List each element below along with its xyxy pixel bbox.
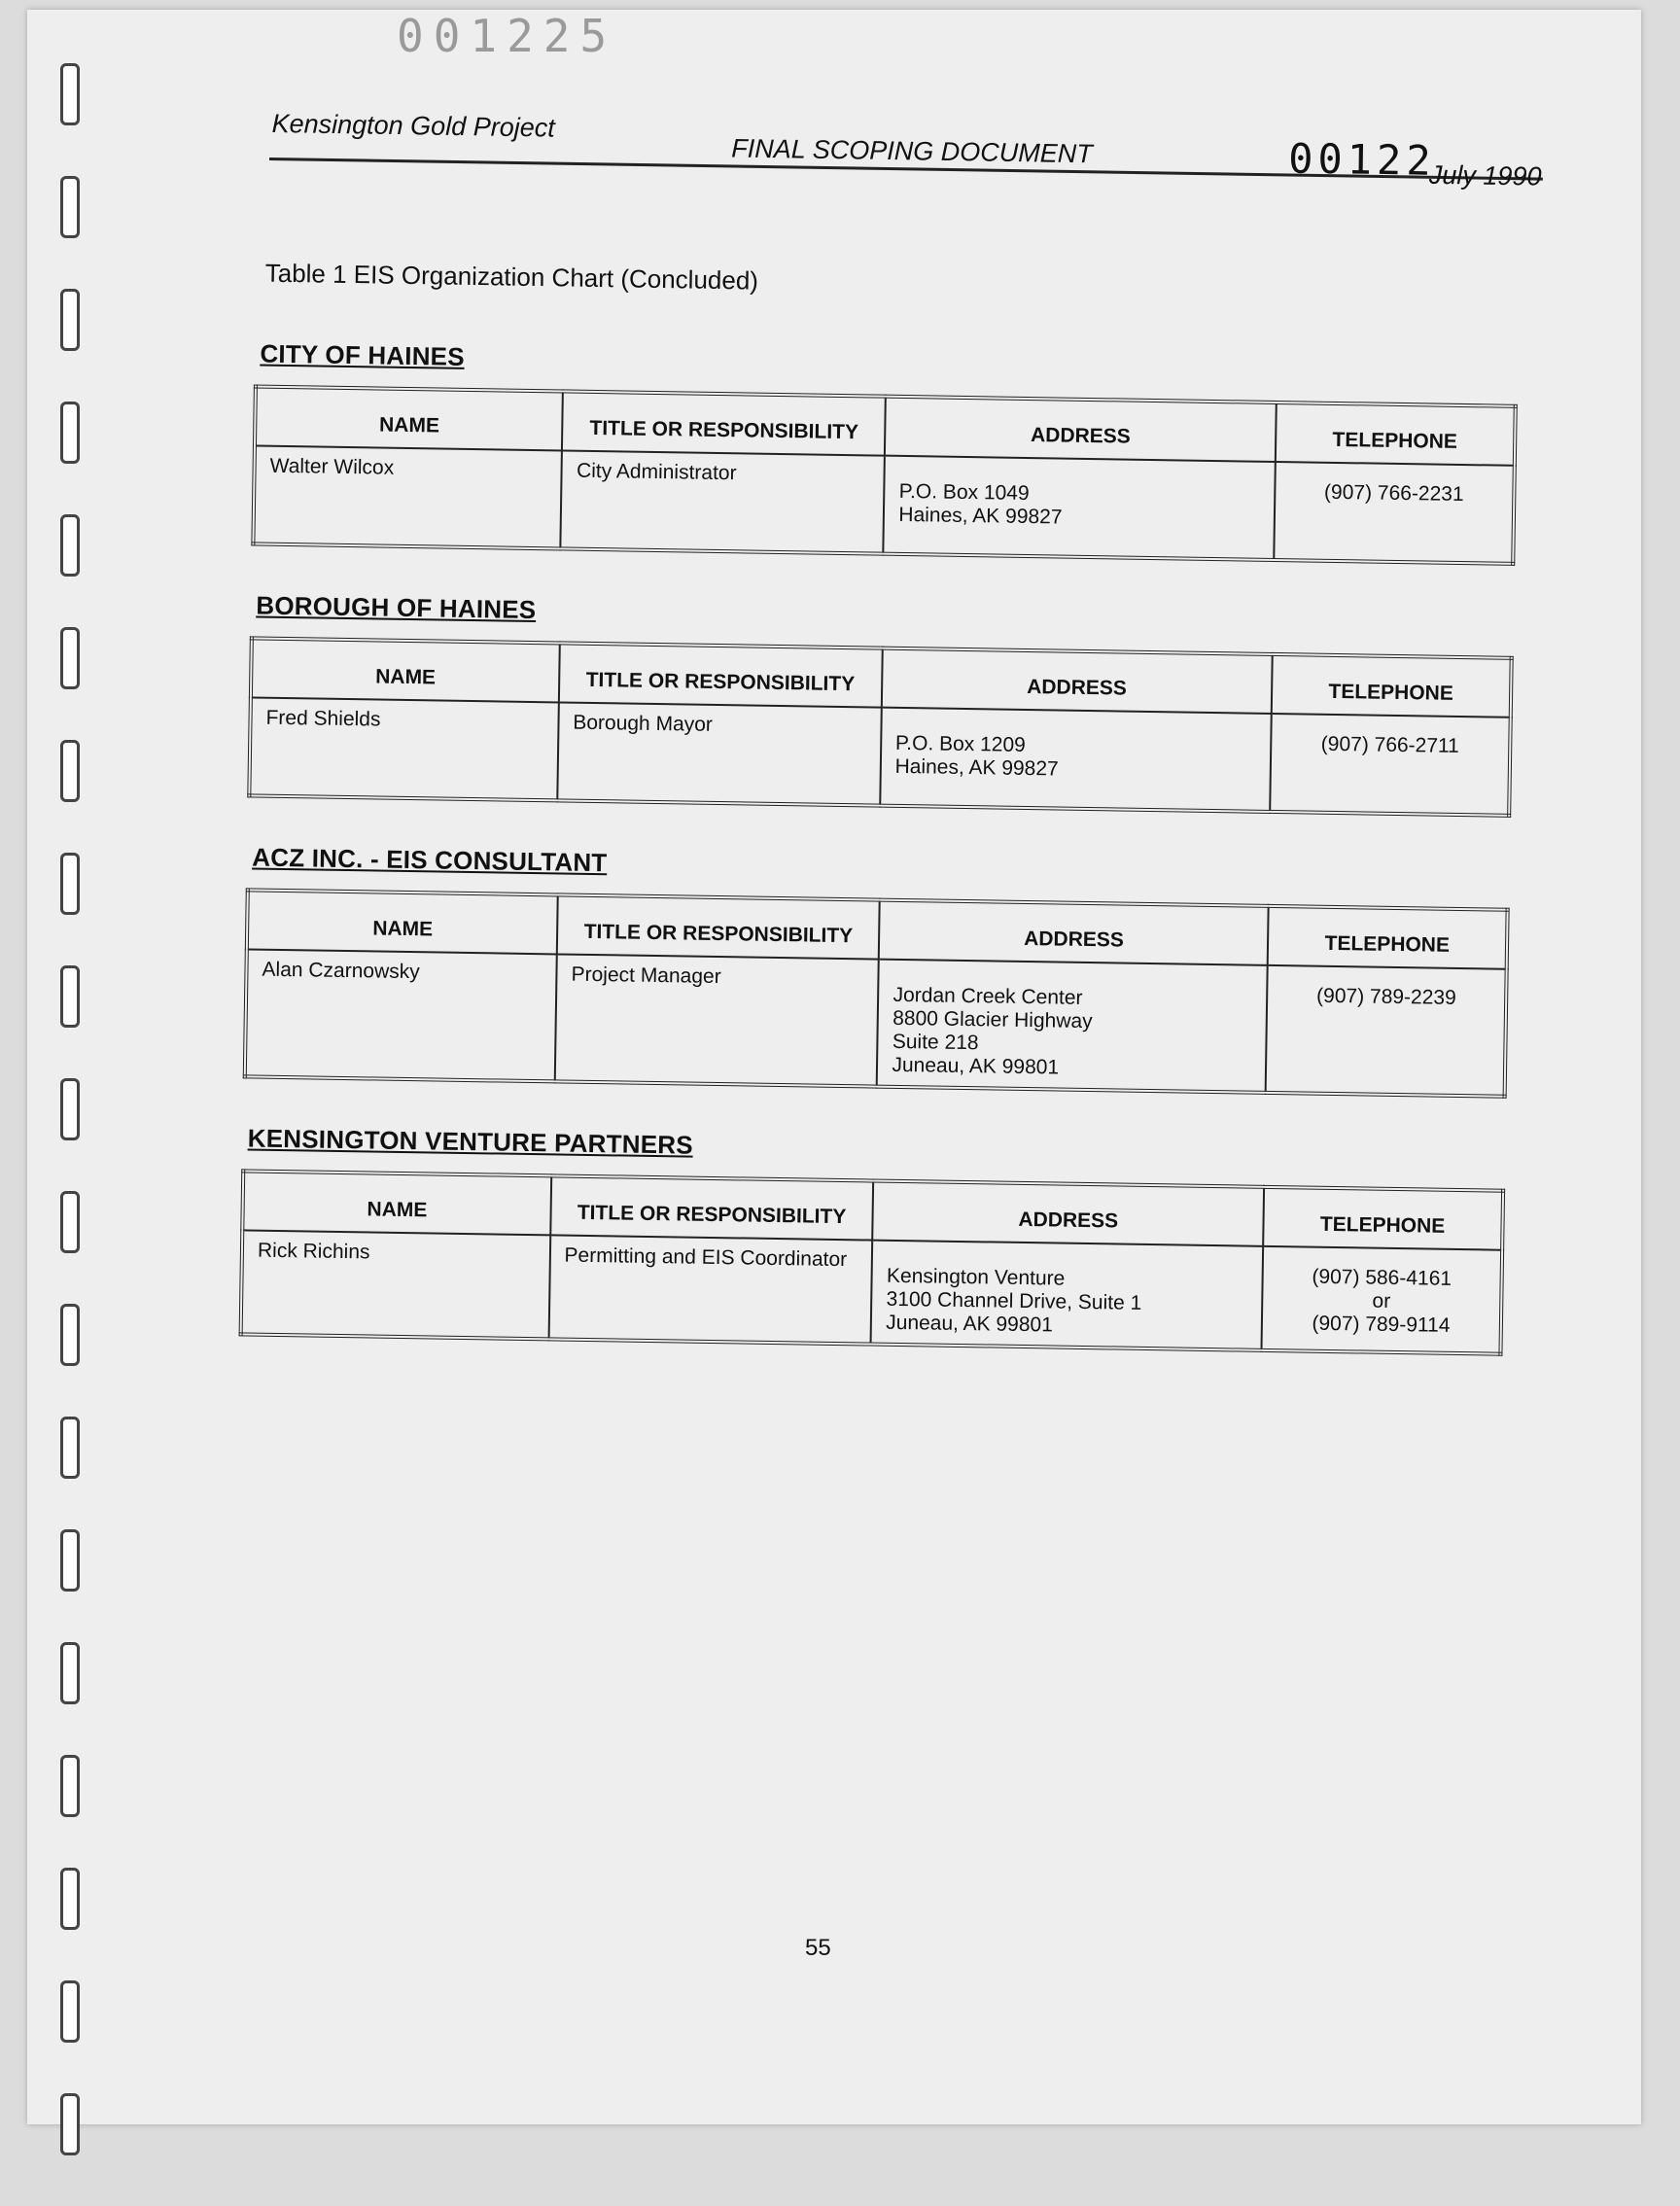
binder-hole-icon xyxy=(60,853,80,915)
cell-name: Fred Shields xyxy=(249,697,558,800)
section-heading: CITY OF HAINES xyxy=(260,338,466,371)
table-title: Table 1 EIS Organization Chart (Concluded) xyxy=(264,258,759,296)
section-heading: BOROUGH OF HAINES xyxy=(256,590,537,625)
column-header-name: NAME xyxy=(255,386,563,450)
column-header-name: NAME xyxy=(242,1171,550,1235)
binder-hole-icon xyxy=(60,627,80,689)
telephone-line: (907) 789-2239 xyxy=(1315,984,1456,1009)
document-date: July 1990 xyxy=(1428,159,1542,192)
org-section xyxy=(209,1123,1516,1401)
table-row xyxy=(253,445,1514,563)
telephone-line: (907) 586-4161 xyxy=(1312,1265,1452,1290)
table-row xyxy=(241,1230,1503,1353)
address-line: Haines, AK 99827 xyxy=(894,754,1059,781)
address-line: Juneau, AK 99801 xyxy=(892,1053,1060,1079)
binder-hole-icon xyxy=(60,1078,80,1140)
binder-hole-icon xyxy=(60,1642,80,1704)
binder-hole-icon xyxy=(60,1304,80,1366)
cell-telephone xyxy=(1274,462,1515,564)
column-header-address: ADDRESS xyxy=(882,648,1273,714)
org-table xyxy=(251,384,1517,565)
cell-title: City Administrator xyxy=(561,450,886,553)
page-header xyxy=(269,99,1544,192)
org-section xyxy=(213,842,1520,1143)
org-section xyxy=(222,338,1528,611)
column-header-telephone: TELEPHONE xyxy=(1268,906,1507,969)
binder-hole-icon xyxy=(60,965,80,1028)
column-header-title: TITLE OR RESPONSIBILITY xyxy=(550,1175,874,1240)
binder-hole-icon xyxy=(60,1980,80,2043)
binder-hole-icon xyxy=(60,1417,80,1479)
column-header-address: ADDRESS xyxy=(879,900,1269,965)
binder-hole-icon xyxy=(60,514,80,577)
binder-hole-icon xyxy=(60,63,80,125)
column-header-telephone: TELEPHONE xyxy=(1272,654,1512,718)
address-line: P.O. Box 1049 xyxy=(898,479,1030,505)
cell-telephone xyxy=(1262,1246,1503,1354)
address-line: 8800 Glacier Highway xyxy=(892,1006,1093,1033)
telephone-line: or xyxy=(1372,1289,1391,1313)
binder-hole-icon xyxy=(60,740,80,802)
telephone-line: (907) 766-2231 xyxy=(1323,480,1464,507)
cell-address xyxy=(880,708,1272,812)
table-row xyxy=(245,949,1507,1096)
address-line: Jordan Creek Center xyxy=(892,983,1083,1009)
binder-hole-icon xyxy=(60,1529,80,1592)
column-header-title: TITLE OR RESPONSIBILITY xyxy=(559,643,883,707)
binder-hole-icon xyxy=(60,176,80,238)
content xyxy=(209,258,1529,1401)
cell-address xyxy=(871,1241,1263,1350)
column-header-name: NAME xyxy=(251,638,560,702)
column-header-telephone: TELEPHONE xyxy=(1263,1187,1503,1250)
sections-container xyxy=(209,338,1528,1401)
column-header-title: TITLE OR RESPONSIBILITY xyxy=(557,894,880,959)
column-header-title: TITLE OR RESPONSIBILITY xyxy=(562,391,886,455)
column-header-telephone: TELEPHONE xyxy=(1276,403,1516,466)
binder-hole-icon xyxy=(60,402,80,464)
binder-hole-icon xyxy=(60,1191,80,1253)
address-line: P.O. Box 1209 xyxy=(894,731,1026,756)
telephone-line: (907) 789-9114 xyxy=(1312,1312,1451,1337)
column-header-name: NAME xyxy=(247,890,558,954)
column-header-address: ADDRESS xyxy=(885,397,1276,462)
org-section xyxy=(218,590,1524,862)
binder-holes xyxy=(60,63,86,2206)
cell-name: Rick Richins xyxy=(241,1230,550,1339)
document-number-stamp: 00122 xyxy=(1287,134,1436,185)
cell-address xyxy=(884,456,1276,560)
cell-title: Permitting and EIS Coordinator xyxy=(548,1235,872,1344)
section-heading: ACZ INC. - EIS CONSULTANT xyxy=(252,842,608,878)
table-row xyxy=(249,697,1510,815)
page-number: 55 xyxy=(805,1935,831,1961)
cell-address xyxy=(877,960,1268,1093)
cell-title: Project Manager xyxy=(555,954,879,1086)
section-heading: KENSINGTON VENTURE PARTNERS xyxy=(247,1123,694,1160)
cell-telephone xyxy=(1270,714,1511,816)
top-stamp: 001225 xyxy=(397,10,617,62)
binder-hole-icon xyxy=(60,289,80,351)
binder-hole-icon xyxy=(60,2093,80,2155)
address-line: 3100 Channel Drive, Suite 1 xyxy=(886,1287,1142,1314)
column-header-address: ADDRESS xyxy=(873,1181,1265,1246)
org-table xyxy=(239,1169,1506,1355)
cell-name: Walter Wilcox xyxy=(253,445,562,548)
org-table xyxy=(243,888,1510,1098)
cell-name: Alan Czarnowsky xyxy=(245,949,557,1081)
org-table xyxy=(247,636,1513,817)
telephone-line: (907) 766-2711 xyxy=(1320,732,1459,757)
address-line: Suite 218 xyxy=(892,1030,979,1055)
document-title: FINAL SCOPING DOCUMENT xyxy=(731,133,1094,169)
project-name: Kensington Gold Project xyxy=(271,109,555,143)
address-line: Juneau, AK 99801 xyxy=(886,1311,1054,1337)
document-page xyxy=(27,10,1641,2124)
binder-hole-icon xyxy=(60,1755,80,1817)
address-line: Kensington Venture xyxy=(886,1264,1066,1290)
binder-hole-icon xyxy=(60,1868,80,1930)
cell-telephone xyxy=(1266,965,1507,1097)
cell-title: Borough Mayor xyxy=(557,702,881,805)
address-line: Haines, AK 99827 xyxy=(898,503,1063,529)
